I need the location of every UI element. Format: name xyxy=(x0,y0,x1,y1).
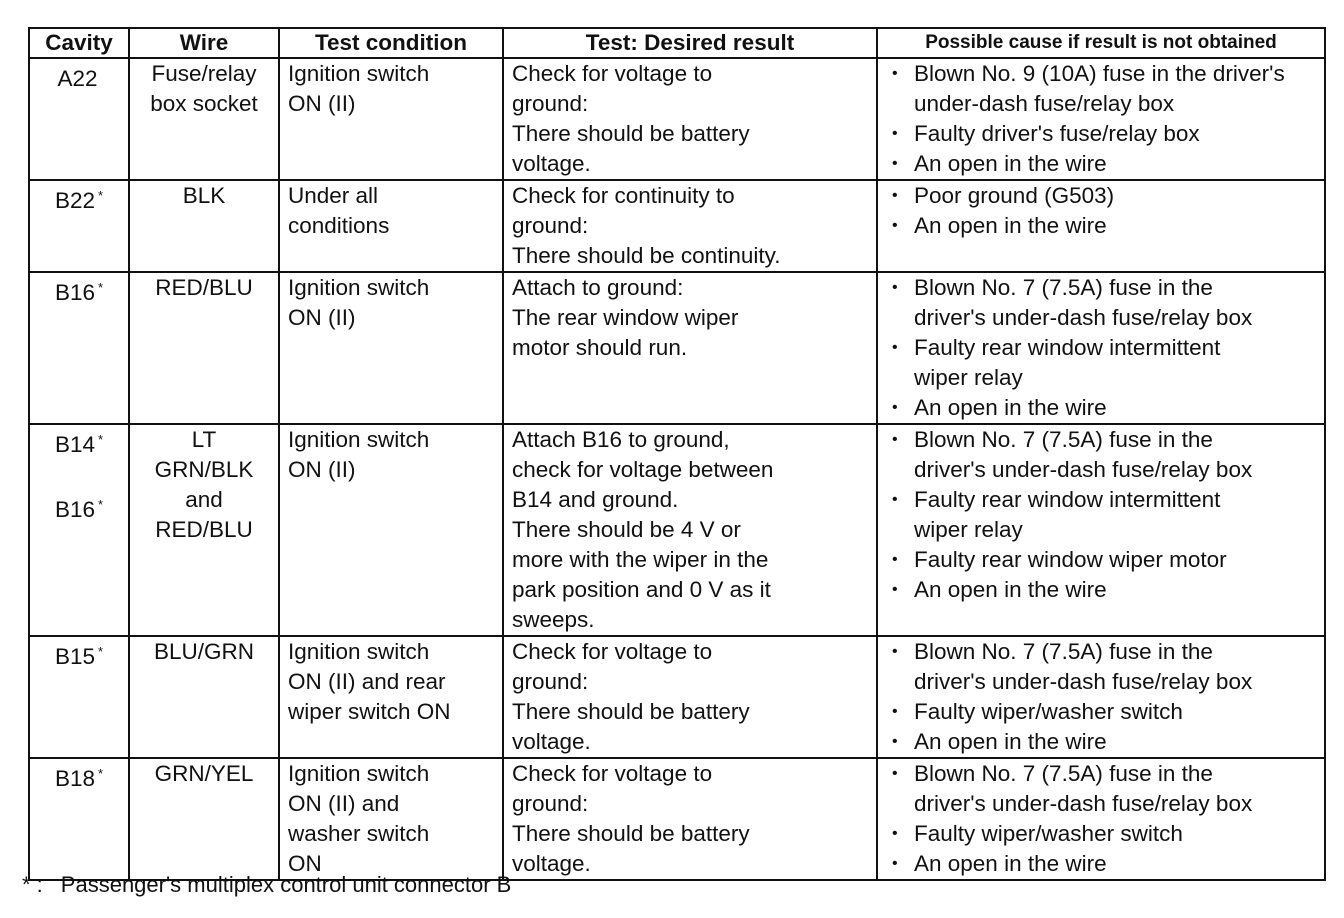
cause-line: • An open in the wire xyxy=(914,729,1107,754)
cavity-code-text: A22 xyxy=(57,66,98,91)
header-test-condition: Test condition xyxy=(279,28,503,58)
table-row xyxy=(29,180,1325,272)
cell-test-condition-line: ON (II) and rear xyxy=(288,669,446,694)
cell-test-condition xyxy=(279,758,503,880)
cell-test-condition-line: Ignition switch xyxy=(288,427,430,452)
cavity-code xyxy=(30,59,128,94)
cell-wire-line: box socket xyxy=(150,91,258,116)
connector-b-marker: * xyxy=(97,188,104,203)
cavity-code xyxy=(30,181,128,216)
cell-test-condition-line: ON (II) xyxy=(288,91,356,116)
header-wire: Wire xyxy=(129,28,279,58)
cell-test-condition-line: Ignition switch xyxy=(288,61,430,86)
cell-desired-result xyxy=(503,424,877,636)
cause-line: driver's under-dash fuse/relay box xyxy=(914,669,1253,694)
cause-line: • Blown No. 7 (7.5A) fuse in the xyxy=(914,639,1213,664)
cell-wire-line: BLU/GRN xyxy=(153,639,255,664)
cause-item xyxy=(892,575,1324,605)
cavity-code-text: B16 xyxy=(54,497,95,522)
cell-possible-cause xyxy=(877,272,1325,424)
cell-desired-result-line: motor should run. xyxy=(512,335,688,360)
connector-b-marker: * xyxy=(97,644,104,659)
cell-desired-result-line: ground: xyxy=(512,669,589,694)
cause-item xyxy=(892,545,1324,575)
cell-possible-cause xyxy=(877,636,1325,758)
cause-item xyxy=(892,211,1324,241)
cavity-code-text: B22 xyxy=(54,188,95,213)
cell-cavity xyxy=(29,424,129,636)
cavity-code-text: B18 xyxy=(54,766,95,791)
cell-wire xyxy=(129,180,279,272)
cell-possible-cause xyxy=(877,758,1325,880)
table-row xyxy=(29,424,1325,636)
table-row xyxy=(29,272,1325,424)
cause-item xyxy=(892,759,1324,819)
cause-item xyxy=(892,697,1324,727)
cause-line: • Faulty rear window intermittent xyxy=(914,335,1221,360)
cause-item xyxy=(892,637,1324,697)
cell-possible-cause xyxy=(877,424,1325,636)
cell-wire-line: LT xyxy=(191,427,217,452)
cause-item xyxy=(892,393,1324,423)
cell-desired-result-line: Check for continuity to xyxy=(512,183,735,208)
cell-test-condition-line: wiper switch ON xyxy=(288,699,451,724)
cell-test-condition-line: ON (II) xyxy=(288,457,356,482)
cause-line: • Blown No. 7 (7.5A) fuse in the xyxy=(914,427,1213,452)
table-body xyxy=(29,58,1325,880)
cell-desired-result-line: Attach B16 to ground, xyxy=(512,427,730,452)
cell-test-condition xyxy=(279,272,503,424)
cause-line: • Poor ground (G503) xyxy=(914,183,1115,208)
cell-desired-result-line: There should be battery xyxy=(512,699,750,724)
cell-test-condition xyxy=(279,636,503,758)
cause-line: wiper relay xyxy=(914,365,1023,390)
cause-list xyxy=(892,637,1324,757)
cavity-code-text: B16 xyxy=(54,280,95,305)
cell-test-condition-line: Ignition switch xyxy=(288,275,430,300)
cell-wire-line: Fuse/relay xyxy=(151,61,257,86)
cause-line: driver's under-dash fuse/relay box xyxy=(914,457,1253,482)
cell-desired-result-line: voltage. xyxy=(512,151,591,176)
cell-desired-result xyxy=(503,58,877,180)
cell-desired-result-line: voltage. xyxy=(512,851,591,876)
cell-desired-result-line: B14 and ground. xyxy=(512,487,679,512)
cell-desired-result-line: park position and 0 V as it xyxy=(512,577,771,602)
cell-desired-result xyxy=(503,180,877,272)
cell-desired-result xyxy=(503,636,877,758)
footnote-text: Passenger's multiplex control unit connector B xyxy=(60,872,512,897)
cavity-code xyxy=(30,759,128,794)
cavity-code-text: B15 xyxy=(54,644,95,669)
cell-test-condition-line: Ignition switch xyxy=(288,639,430,664)
cause-line: • Faulty rear window wiper motor xyxy=(914,547,1227,572)
table-row xyxy=(29,58,1325,180)
cell-test-condition-line: Under all xyxy=(288,183,379,208)
cell-desired-result-line: more with the wiper in the xyxy=(512,547,769,572)
cause-line: • Faulty wiper/washer switch xyxy=(914,821,1183,846)
cause-line: • An open in the wire xyxy=(914,213,1107,238)
cell-test-condition xyxy=(279,180,503,272)
cause-list xyxy=(892,759,1324,879)
cell-test-condition-line: ON (II) and xyxy=(288,791,400,816)
header-cavity: Cavity xyxy=(29,28,129,58)
cause-line: under-dash fuse/relay box xyxy=(914,91,1175,116)
cell-test-condition-line: ON xyxy=(288,851,322,876)
cell-wire xyxy=(129,424,279,636)
cell-desired-result-line: Attach to ground: xyxy=(512,275,684,300)
connector-b-marker: * xyxy=(97,497,104,512)
cell-desired-result-line: sweeps. xyxy=(512,607,595,632)
cause-line: • Faulty driver's fuse/relay box xyxy=(914,121,1200,146)
cause-line: • An open in the wire xyxy=(914,577,1107,602)
header-desired-result: Test: Desired result xyxy=(503,28,877,58)
cell-possible-cause xyxy=(877,58,1325,180)
cell-cavity xyxy=(29,58,129,180)
cell-wire-line: RED/BLU xyxy=(155,517,253,542)
diagnostic-table xyxy=(28,27,1326,881)
connector-b-marker: * xyxy=(97,280,104,295)
cause-line: driver's under-dash fuse/relay box xyxy=(914,791,1253,816)
cell-possible-cause xyxy=(877,180,1325,272)
cell-desired-result-line: check for voltage between xyxy=(512,457,774,482)
cause-item xyxy=(892,119,1324,149)
cause-list xyxy=(892,59,1324,179)
cell-wire xyxy=(129,636,279,758)
table-row xyxy=(29,636,1325,758)
cavity-spacer xyxy=(30,460,128,490)
cell-desired-result-line: Check for voltage to xyxy=(512,761,713,786)
cell-wire-line: GRN/BLK xyxy=(154,457,254,482)
cell-desired-result-line: Check for voltage to xyxy=(512,61,713,86)
cell-wire-line: RED/BLU xyxy=(155,275,253,300)
cell-desired-result xyxy=(503,272,877,424)
cell-wire-line: and xyxy=(185,487,223,512)
connector-b-marker: * xyxy=(97,432,104,447)
cell-desired-result-line: ground: xyxy=(512,791,589,816)
cause-list xyxy=(892,425,1324,605)
cell-desired-result-line: ground: xyxy=(512,213,589,238)
cell-desired-result-line: Check for voltage to xyxy=(512,639,713,664)
cell-cavity xyxy=(29,180,129,272)
cell-test-condition xyxy=(279,424,503,636)
cavity-code xyxy=(30,490,128,525)
cause-item xyxy=(892,425,1324,485)
cause-line: • Blown No. 7 (7.5A) fuse in the xyxy=(914,761,1213,786)
cell-wire xyxy=(129,58,279,180)
cavity-code xyxy=(30,273,128,308)
cell-wire xyxy=(129,272,279,424)
cell-test-condition-line: washer switch xyxy=(288,821,430,846)
cause-line: • An open in the wire xyxy=(914,151,1107,176)
cell-test-condition-line: conditions xyxy=(288,213,390,238)
cell-desired-result-line: There should be battery xyxy=(512,821,750,846)
cavity-code-text: B14 xyxy=(54,432,95,457)
cavity-code xyxy=(30,637,128,672)
cause-item xyxy=(892,727,1324,757)
cell-desired-result-line: There should be 4 V or xyxy=(512,517,741,542)
cell-cavity xyxy=(29,758,129,880)
cell-desired-result-line: There should be battery xyxy=(512,121,750,146)
cell-test-condition-line: Ignition switch xyxy=(288,761,430,786)
cause-item xyxy=(892,149,1324,179)
cause-item xyxy=(892,849,1324,879)
table-row xyxy=(29,758,1325,880)
cause-line: • An open in the wire xyxy=(914,851,1107,876)
cause-item xyxy=(892,485,1324,545)
table-header-row xyxy=(29,28,1325,58)
cause-line: • Faulty rear window intermittent xyxy=(914,487,1221,512)
cell-desired-result xyxy=(503,758,877,880)
cell-wire-line: BLK xyxy=(182,183,226,208)
cell-test-condition xyxy=(279,58,503,180)
cell-wire xyxy=(129,758,279,880)
cause-line: wiper relay xyxy=(914,517,1023,542)
cell-desired-result-line: voltage. xyxy=(512,729,591,754)
cell-wire-line: GRN/YEL xyxy=(154,761,254,786)
cell-desired-result-line: There should be continuity. xyxy=(512,243,781,268)
cause-line: • Blown No. 9 (10A) fuse in the driver's xyxy=(914,61,1285,86)
cell-desired-result-line: The rear window wiper xyxy=(512,305,739,330)
cell-desired-result-line: ground: xyxy=(512,91,589,116)
cause-list xyxy=(892,273,1324,423)
cell-cavity xyxy=(29,272,129,424)
cause-item xyxy=(892,273,1324,333)
cause-item xyxy=(892,333,1324,393)
cause-line: • Blown No. 7 (7.5A) fuse in the xyxy=(914,275,1213,300)
header-possible-cause: Possible cause if result is not obtained xyxy=(877,28,1325,58)
cause-line: • Faulty wiper/washer switch xyxy=(914,699,1183,724)
cause-line: • An open in the wire xyxy=(914,395,1107,420)
footnote-mark: * : xyxy=(22,872,43,897)
cell-cavity xyxy=(29,636,129,758)
footnote xyxy=(22,872,511,898)
cause-item xyxy=(892,819,1324,849)
cause-line: driver's under-dash fuse/relay box xyxy=(914,305,1253,330)
cell-test-condition-line: ON (II) xyxy=(288,305,356,330)
cause-item xyxy=(892,59,1324,119)
cause-item xyxy=(892,181,1324,211)
cause-list xyxy=(892,181,1324,241)
connector-b-marker: * xyxy=(97,766,104,781)
cavity-code xyxy=(30,425,128,460)
